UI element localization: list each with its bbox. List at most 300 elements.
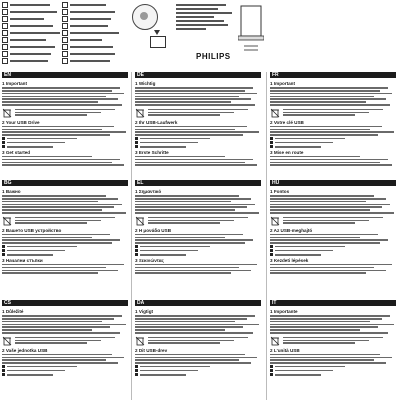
language-code-bar: CS: [2, 300, 128, 306]
checkbox-icon: [2, 30, 8, 36]
body-text-line: [270, 198, 386, 200]
language-checklist-row: [62, 37, 119, 43]
language-label-line: [10, 11, 57, 13]
section-heading: 1 Důležité: [2, 309, 24, 314]
checkbox-icon: [62, 23, 68, 29]
language-checklist-row: [62, 16, 119, 22]
bullet-icon: [270, 245, 273, 248]
recycle-bin-icon: [135, 216, 145, 226]
body-text-line: [15, 220, 101, 222]
checkbox-icon: [2, 37, 8, 43]
body-text-line: [270, 87, 388, 89]
body-text-line: [2, 239, 120, 241]
language-checklist-row: [62, 2, 119, 8]
recycle-bin-icon: [270, 108, 280, 118]
bullet-icon: [270, 249, 273, 252]
body-text-line: [270, 321, 370, 323]
insert-arrow-icon: [154, 30, 160, 35]
body-text-line: [270, 129, 370, 131]
language-checklist-row: [62, 9, 119, 15]
body-text-line: [270, 209, 370, 211]
body-text-line: [2, 198, 118, 200]
body-text-line: [2, 104, 122, 106]
section-body: [135, 78, 261, 166]
illustration-text-line: [176, 4, 226, 6]
language-section: [270, 72, 396, 167]
body-text-line: [283, 109, 383, 111]
body-text-line: [135, 131, 259, 133]
bullet-icon: [135, 141, 138, 144]
body-text-line: [2, 354, 112, 356]
language-label-line: [70, 11, 115, 13]
body-text-line: [2, 212, 126, 214]
bullet-icon: [135, 373, 138, 376]
recycling-text: [283, 216, 396, 226]
language-label-line: [70, 4, 106, 6]
device-icon: [132, 4, 158, 30]
body-text-line: [2, 129, 102, 131]
body-text-line: [135, 209, 235, 211]
body-text-line: [270, 212, 394, 214]
body-text-line: [270, 195, 374, 197]
body-text-line: [135, 332, 253, 334]
body-text-line: [2, 201, 98, 203]
body-text-line: [2, 329, 92, 331]
body-text-line: [135, 272, 231, 274]
language-label-line: [70, 18, 111, 20]
body-text-line: [135, 321, 235, 323]
body-text-line: [135, 96, 239, 98]
feature-list-item: [270, 245, 396, 248]
language-checklist-column: [2, 2, 60, 65]
body-text-line: [135, 212, 259, 214]
section-heading: 2 Your USB Drive: [2, 119, 40, 125]
bullet-icon: [270, 373, 273, 376]
feature-list-item: [270, 137, 396, 140]
body-text-line: [7, 138, 77, 139]
body-text-line: [148, 222, 220, 224]
feature-list-item: [270, 145, 396, 148]
feature-list-item: [2, 137, 128, 140]
feature-list-item: [2, 253, 128, 256]
language-checklist-row: [2, 16, 60, 22]
body-text-line: [2, 195, 106, 197]
recycle-bin-icon: [270, 216, 280, 226]
language-code-bar: DE: [135, 72, 261, 78]
section-heading: 3 Ξεκινώντας: [135, 257, 164, 263]
feature-list-item: [2, 369, 128, 372]
body-text-line: [283, 114, 355, 116]
body-text-line: [7, 246, 77, 247]
language-section: [135, 180, 261, 275]
body-text-line: [7, 250, 65, 251]
body-text-line: [270, 134, 378, 136]
body-text-line: [135, 129, 235, 131]
bullet-icon: [270, 369, 273, 372]
body-text-line: [2, 209, 102, 211]
language-checklist-row: [62, 23, 119, 29]
language-checklist-row: [2, 2, 60, 8]
body-text-line: [15, 340, 101, 342]
language-code-bar: EN: [2, 72, 128, 78]
body-text-line: [135, 206, 247, 208]
illustration-text-line: [176, 24, 228, 26]
body-text-line: [270, 242, 380, 244]
body-text-line: [270, 272, 366, 274]
recycle-bin-icon: [2, 216, 12, 226]
feature-list-item: [135, 369, 261, 372]
body-text-line: [275, 142, 333, 143]
recycling-notice: [2, 108, 128, 118]
body-text-line: [135, 156, 225, 158]
feature-list-item: [135, 373, 261, 376]
checkbox-icon: [2, 51, 8, 57]
language-label-line: [10, 53, 51, 55]
bullet-icon: [2, 245, 5, 248]
body-text-line: [283, 337, 383, 339]
bullet-icon: [270, 253, 273, 256]
language-section: [270, 300, 396, 378]
body-text-line: [135, 234, 243, 236]
body-text-line: [15, 342, 87, 344]
section-body: [2, 78, 128, 166]
body-text-line: [2, 206, 114, 208]
body-text-line: [140, 366, 210, 367]
body-text-line: [270, 101, 366, 103]
recycling-text: [148, 216, 261, 226]
body-text-line: [270, 104, 390, 106]
bullet-icon: [135, 137, 138, 140]
recycling-notice: [135, 108, 261, 118]
body-text-line: [135, 242, 245, 244]
body-text-line: [270, 204, 390, 206]
language-checklist: [2, 2, 122, 68]
language-label-line: [10, 39, 46, 41]
body-text-line: [270, 332, 388, 334]
body-text-line: [270, 267, 374, 269]
body-text-line: [2, 264, 124, 266]
body-text-line: [275, 374, 321, 375]
language-checklist-row: [2, 23, 60, 29]
body-text-line: [148, 109, 248, 111]
checkbox-icon: [62, 44, 68, 50]
feature-list-item: [270, 249, 396, 252]
body-text-line: [135, 93, 257, 95]
body-text-line: [15, 114, 87, 116]
body-text-line: [275, 254, 321, 255]
feature-list-item: [2, 141, 128, 144]
body-text-line: [270, 131, 394, 133]
recycling-text: [148, 108, 261, 118]
section-body: [270, 306, 396, 376]
body-text-line: [270, 201, 366, 203]
body-text-line: [148, 220, 234, 222]
checkbox-icon: [62, 9, 68, 15]
body-text-line: [270, 264, 392, 266]
checkbox-icon: [2, 44, 8, 50]
recycle-bin-icon: [2, 108, 12, 118]
checkbox-icon: [2, 58, 8, 64]
language-section: [2, 300, 128, 378]
language-label-line: [10, 32, 60, 34]
language-checklist-row: [62, 44, 119, 50]
language-checklist-row: [2, 51, 60, 57]
section-heading: 1 Важно: [2, 189, 21, 194]
body-text-line: [135, 198, 251, 200]
body-text-line: [2, 98, 118, 100]
language-section: [2, 180, 128, 275]
body-text-line: [135, 195, 239, 197]
body-text-line: [270, 362, 386, 364]
language-label-line: [10, 60, 48, 62]
body-text-line: [2, 90, 112, 92]
body-text-line: [148, 217, 248, 219]
feature-list-item: [2, 245, 128, 248]
bullet-icon: [2, 373, 5, 376]
recycling-text: [15, 336, 128, 346]
body-text-line: [2, 164, 124, 166]
checkbox-icon: [2, 9, 8, 15]
body-text-line: [283, 342, 355, 344]
brand-logo: PHILIPS: [196, 52, 231, 61]
column-divider: [131, 72, 132, 400]
language-label-line: [10, 46, 55, 48]
body-text-line: [283, 217, 383, 219]
language-code-bar: HU: [270, 180, 396, 186]
body-text-line: [7, 146, 53, 147]
body-text-line: [135, 267, 239, 269]
language-label-line: [70, 53, 115, 55]
body-text-line: [270, 357, 392, 359]
bullet-icon: [2, 141, 5, 144]
body-text-line: [135, 239, 253, 241]
section-heading: 2 Az USB-meghajtó: [270, 227, 313, 233]
language-code-bar: DA: [135, 300, 261, 306]
recycling-text: [283, 108, 396, 118]
section-body: [135, 306, 261, 376]
checkbox-icon: [62, 30, 68, 36]
body-text-line: [135, 357, 257, 359]
language-checklist-row: [2, 58, 60, 64]
language-code-bar: BG: [2, 180, 128, 186]
recycling-text: [283, 336, 396, 346]
body-text-line: [135, 270, 251, 272]
body-text-line: [2, 126, 114, 128]
body-text-line: [2, 326, 110, 328]
body-text-line: [7, 366, 77, 367]
section-heading: 1 Importante: [270, 309, 298, 314]
body-text-line: [270, 164, 392, 166]
section-heading: 1 Vigtigt: [135, 309, 154, 314]
body-text-line: [270, 162, 380, 164]
body-text-line: [2, 101, 98, 103]
section-body: [2, 306, 128, 376]
body-text-line: [135, 359, 239, 361]
illustration-text-line: [176, 12, 232, 14]
body-text-line: [270, 156, 360, 158]
body-text-line: [270, 126, 382, 128]
bullet-icon: [135, 365, 138, 368]
bullet-icon: [2, 365, 5, 368]
section-heading: 1 Fontos: [270, 189, 290, 194]
body-text-line: [275, 138, 345, 139]
body-text-line: [135, 98, 251, 100]
language-code-bar: FR: [270, 72, 396, 78]
body-text-line: [140, 374, 186, 375]
illustration-text-block: [176, 2, 236, 46]
body-text-line: [135, 237, 225, 239]
body-text-line: [135, 329, 225, 331]
recycling-notice: [2, 216, 128, 226]
language-label-line: [70, 46, 113, 48]
section-heading: 2 L'unità USB: [270, 347, 300, 353]
bullet-icon: [2, 369, 5, 372]
column-divider: [266, 72, 267, 400]
bullet-icon: [270, 365, 273, 368]
body-text-line: [2, 159, 120, 161]
body-text-line: [135, 104, 255, 106]
body-text-line: [275, 250, 333, 251]
recycle-bin-icon: [135, 336, 145, 346]
body-text-line: [270, 354, 380, 356]
body-text-line: [2, 362, 118, 364]
section-heading: 2 Η μονάδα USB: [135, 227, 172, 233]
bullet-icon: [270, 137, 273, 140]
body-text-line: [283, 222, 355, 224]
checkbox-icon: [62, 51, 68, 57]
checkbox-icon: [2, 2, 8, 8]
body-text-line: [135, 326, 243, 328]
body-text-line: [270, 270, 386, 272]
body-text-line: [2, 267, 106, 269]
feature-list-item: [135, 245, 261, 248]
section-heading: 1 Important: [2, 81, 28, 86]
body-text-line: [275, 370, 333, 371]
checkbox-icon: [62, 2, 68, 8]
section-heading: 3 Начални стъпки: [2, 257, 43, 263]
body-text-line: [283, 340, 369, 342]
section-heading: 2 Вашето USB устройство: [2, 227, 62, 233]
body-text-line: [140, 370, 198, 371]
body-text-line: [135, 126, 247, 128]
bullet-icon: [2, 145, 5, 148]
section-heading: 3 Kezdeti lépések: [270, 257, 309, 263]
body-text-line: [15, 109, 115, 111]
top-strip: [0, 0, 400, 70]
language-label-line: [70, 32, 119, 34]
feature-list-item: [135, 141, 261, 144]
body-text-line: [15, 112, 101, 114]
recycling-notice: [270, 108, 396, 118]
recycling-text: [148, 336, 261, 346]
body-text-line: [2, 357, 124, 359]
body-text-line: [15, 337, 115, 339]
body-text-line: [270, 234, 378, 236]
section-heading: 2 Ihr USB-Laufwerk: [135, 119, 178, 125]
body-text-line: [2, 332, 120, 334]
body-text-line: [140, 138, 210, 139]
language-label-line: [10, 4, 50, 6]
body-text-line: [270, 159, 388, 161]
body-text-line: [135, 318, 247, 320]
body-text-line: [2, 321, 102, 323]
language-checklist-row: [2, 9, 60, 15]
body-text-line: [15, 222, 87, 224]
recycling-notice: [270, 216, 396, 226]
recycling-notice: [135, 216, 261, 226]
body-text-line: [148, 342, 220, 344]
body-text-line: [270, 329, 360, 331]
feature-list-item: [135, 249, 261, 252]
body-text-line: [7, 374, 53, 375]
recycle-bin-icon: [2, 336, 12, 346]
illustration-text-line: [176, 8, 218, 10]
body-text-line: [135, 134, 243, 136]
illustration-text-line: [176, 16, 214, 18]
bullet-icon: [135, 249, 138, 252]
illustration-text-line: [176, 20, 224, 22]
body-text-line: [135, 264, 257, 266]
section-heading: 2 Vaše jednotka USB: [2, 347, 48, 353]
body-text-line: [270, 318, 382, 320]
bullet-icon: [135, 245, 138, 248]
language-code-bar: IT: [270, 300, 396, 306]
bullet-icon: [2, 249, 5, 252]
body-text-line: [2, 96, 106, 98]
section-heading: 2 Votre clé USB: [270, 119, 304, 125]
body-text-line: [2, 237, 92, 239]
recycling-notice: [135, 336, 261, 346]
body-text-line: [270, 98, 386, 100]
section-body: [270, 78, 396, 166]
section-body: [135, 186, 261, 274]
feature-list-item: [270, 365, 396, 368]
checkbox-icon: [2, 23, 8, 29]
body-text-line: [140, 254, 186, 255]
body-text-line: [135, 362, 251, 364]
language-checklist-row: [2, 44, 60, 50]
body-text-line: [2, 272, 98, 274]
body-text-line: [135, 87, 253, 89]
feature-list-item: [270, 253, 396, 256]
feature-list-item: [135, 253, 261, 256]
bullet-icon: [270, 141, 273, 144]
body-text-line: [2, 134, 110, 136]
body-text-line: [148, 337, 248, 339]
body-text-line: [270, 90, 380, 92]
recycle-bin-icon: [270, 336, 280, 346]
body-text-line: [2, 315, 122, 317]
body-text-line: [135, 201, 231, 203]
feature-list-item: [135, 365, 261, 368]
body-text-line: [148, 340, 234, 342]
language-section: [135, 300, 261, 378]
body-text-line: [7, 370, 65, 371]
body-text-line: [2, 234, 110, 236]
feature-list-item: [270, 369, 396, 372]
body-text-line: [135, 164, 257, 166]
body-text-line: [135, 315, 255, 317]
body-text-line: [2, 162, 112, 164]
body-text-line: [2, 131, 126, 133]
body-text-line: [270, 315, 390, 317]
checkbox-icon: [2, 16, 8, 22]
laptop-icon: [238, 2, 264, 62]
section-heading: 3 Get started: [2, 149, 31, 155]
body-text-line: [135, 324, 259, 326]
recycling-notice: [2, 336, 128, 346]
bullet-icon: [2, 253, 5, 256]
